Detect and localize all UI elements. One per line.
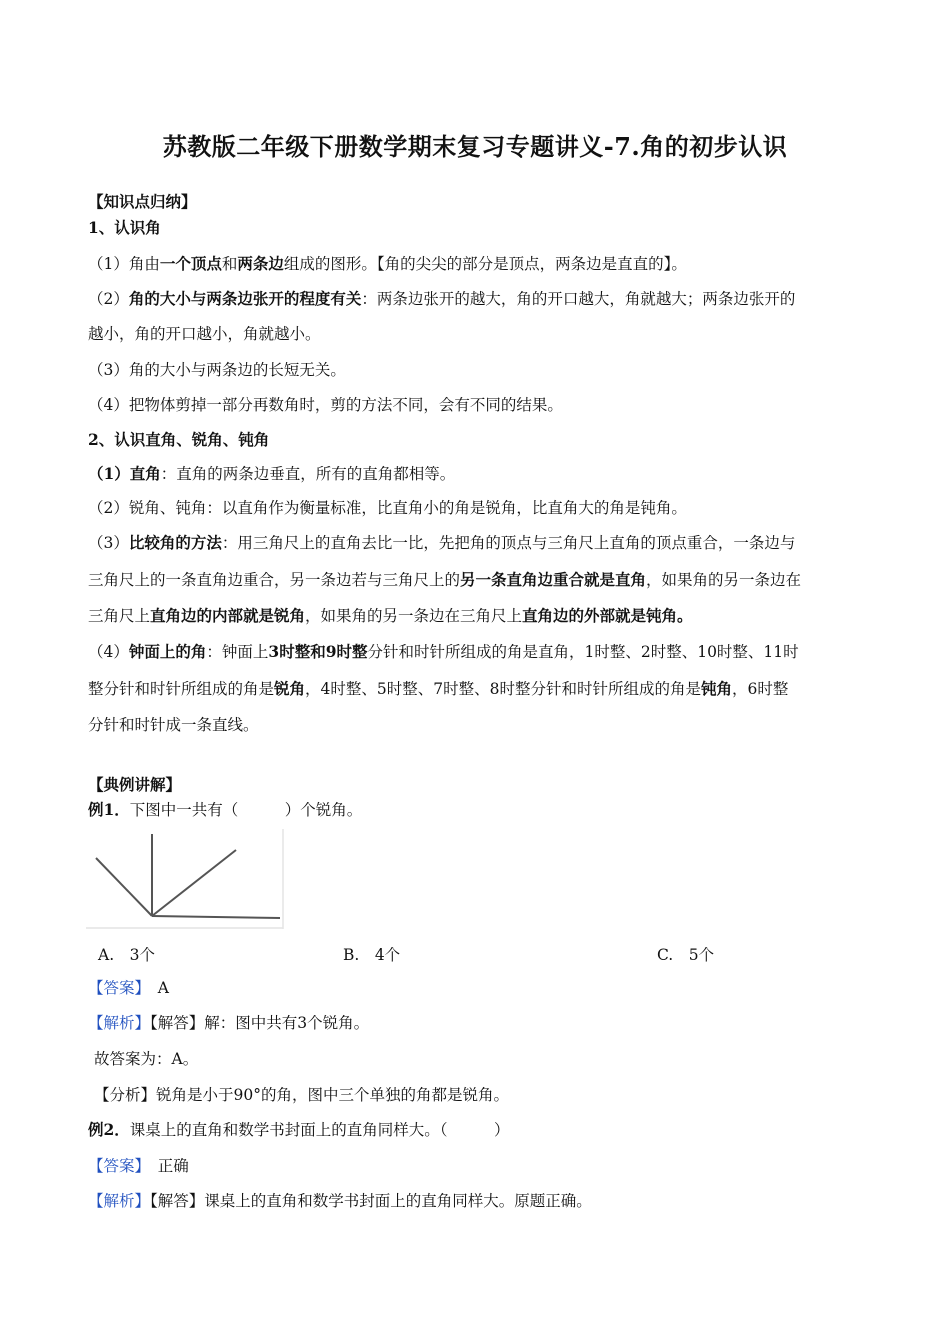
example-1-answer: 【答案】 A	[88, 979, 169, 997]
point-1-4: （4）把物体剪掉一部分再数角时，剪的方法不同，会有不同的结果。	[88, 396, 563, 414]
point-1-3: （3）角的大小与两条边的长短无关。	[88, 361, 346, 379]
point-2-4: （4）钟面上的角：钟面上3时整和9时整分针和时针所组成的角是直角，1时整、2时整、10时整、11时	[88, 642, 799, 661]
point-1-2: （2）角的大小与两条边张开的程度有关：两条边张开的越大，角的开口越大，角就越大；两条边张开的	[88, 289, 796, 308]
example-2-question: 例2．课桌上的直角和数学书封面上的直角同样大。（ ）	[88, 1120, 510, 1139]
point-2-3-cont2: 三角尺上直角边的内部就是锐角，如果角的另一条边在三角尺上直角边的外部就是钝角。	[88, 606, 693, 625]
point-2-1: （1）直角：直角的两条边垂直，所有的直角都相等。	[88, 464, 456, 483]
example-1-analysis: 【解析】【解答】解：图中共有3个锐角。	[88, 1014, 370, 1032]
point-1-1: （1）角由一个顶点和两条边组成的图形。【角的尖尖的部分是顶点，两条边是直直的】。	[88, 254, 687, 273]
option-b: B. 4个	[343, 946, 401, 964]
heading-angle-types: 2、认识直角、锐角、钝角	[88, 430, 270, 449]
option-a: A. 3个	[98, 946, 155, 964]
point-2-4-cont2: 分针和时针成一条直线。	[88, 716, 259, 734]
point-2-3: （3）比较角的方法：用三角尺上的直角去比一比，先把角的顶点与三角尺上直角的顶点重合，一条边与	[88, 533, 796, 552]
point-1-2-cont: 越小，角的开口越小，角就越小。	[88, 325, 321, 343]
angle-ray-left	[96, 858, 152, 916]
angle-ray-horizontal	[152, 916, 280, 918]
page-title: 苏教版二年级下册数学期末复习专题讲义-7.角的初步认识	[162, 132, 788, 161]
section-header-knowledge: 【知识点归纳】	[88, 192, 197, 211]
heading-recognize-angle: 1、认识角	[88, 218, 161, 237]
point-2-2: （2）锐角、钝角：以直角作为衡量标准，比直角小的角是锐角，比直角大的角是钝角。	[88, 499, 687, 517]
angle-ray-diagonal	[152, 850, 236, 916]
example-2-analysis: 【解析】【解答】课桌上的直角和数学书封面上的直角同样大。原题正确。	[88, 1192, 592, 1210]
example-1-note: 【分析】锐角是小于90°的角，图中三个单独的角都是锐角。	[94, 1086, 509, 1104]
example-1-conclusion: 故答案为：A。	[94, 1050, 199, 1068]
section-header-examples: 【典例讲解】	[88, 775, 182, 794]
example-2-answer: 【答案】 正确	[88, 1157, 189, 1175]
option-c: C. 5个	[657, 946, 715, 964]
point-2-4-cont1: 整分针和时针所组成的角是锐角，4时整、5时整、7时整、8时整分针和时针所组成的角是钝角，6时整	[88, 679, 789, 698]
point-2-3-cont1: 三角尺上的一条直角边重合，另一条边若与三角尺上的另一条直角边重合就是直角，如果角的另一条边在	[88, 570, 802, 589]
example-1-question: 例1．下图中一共有（ ）个锐角。	[88, 800, 363, 819]
angle-figure	[86, 829, 284, 929]
